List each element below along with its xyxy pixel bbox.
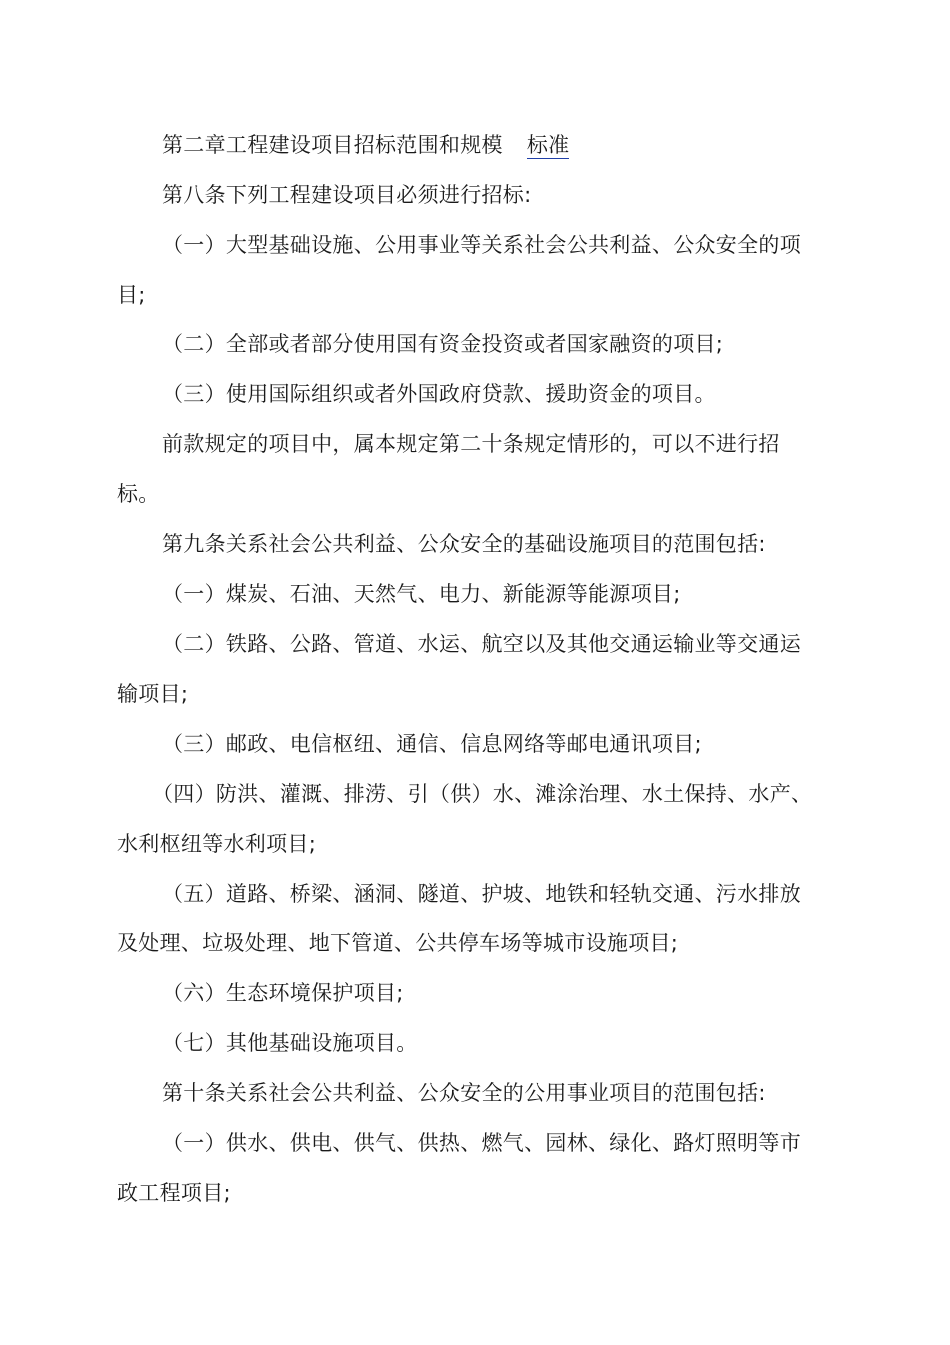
- article-9-intro: 第九条关系社会公共利益、公众安全的基础设施项目的范围包括:: [162, 532, 766, 556]
- article-8-item-2: （二）全部或者部分使用国有资金投资或者国家融资的项目;: [162, 332, 724, 356]
- article-9-item-1: （一）煤炭、石油、天然气、电力、新能源等能源项目;: [162, 582, 681, 606]
- article-8-note-cont: 标。: [117, 482, 160, 506]
- article-10-item-1: （一）供水、供电、供气、供热、燃气、园林、绿化、路灯照明等市: [162, 1131, 801, 1155]
- article-9-item-4-cont: 水利枢纽等水利项目;: [117, 832, 317, 856]
- article-9-item-7: （七）其他基础设施项目。: [162, 1031, 418, 1055]
- article-9-item-6: （六）生态环境保护项目;: [162, 981, 404, 1005]
- article-10-intro: 第十条关系社会公共利益、公众安全的公用事业项目的范围包括:: [162, 1081, 766, 1105]
- article-10-item-1-cont: 政工程项目;: [117, 1181, 231, 1205]
- article-8-note: 前款规定的项目中，属本规定第二十条规定情形的，可以不进行招: [162, 432, 780, 456]
- chapter-heading: [162, 131, 569, 159]
- article-8-item-3: （三）使用国际组织或者外国政府贷款、援助资金的项目。: [162, 382, 716, 406]
- article-9-item-5-cont: 及处理、垃圾处理、地下管道、公共停车场等城市设施项目;: [117, 931, 679, 955]
- chapter-heading-text: 第二章工程建设项目招标范围和规模: [162, 133, 503, 157]
- article-9-item-2-cont: 输项目;: [117, 682, 189, 706]
- article-9-item-4: （四）防洪、灌溉、排涝、引（供）水、滩涂治理、水土保持、水产、: [152, 782, 813, 806]
- article-9-item-2: （二）铁路、公路、管道、水运、航空以及其他交通运输业等交通运: [162, 632, 801, 656]
- article-9-item-3: （三）邮政、电信枢纽、通信、信息网络等邮电通讯项目;: [162, 732, 702, 756]
- article-9-item-5: （五）道路、桥梁、涵洞、隧道、护坡、地铁和轻轨交通、污水排放: [162, 882, 801, 906]
- article-8-item-1: （一）大型基础设施、公用事业等关系社会公共利益、公众安全的项: [162, 233, 801, 257]
- article-8-intro: 第八条下列工程建设项目必须进行招标:: [162, 183, 532, 207]
- chapter-heading-link[interactable]: 标准: [526, 133, 570, 157]
- article-8-item-1-cont: 目;: [117, 283, 146, 307]
